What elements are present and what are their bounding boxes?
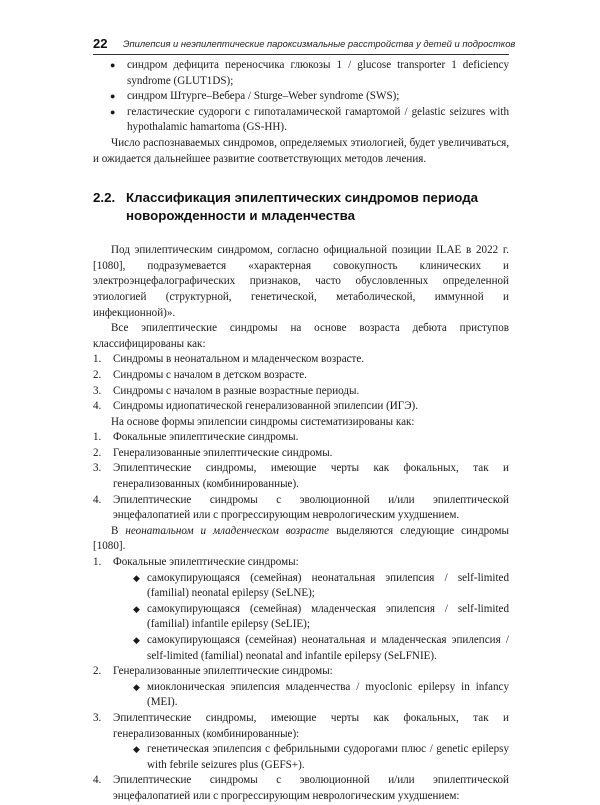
list-item: 1. Фокальные эпилептические синдромы. [93, 431, 299, 444]
bullet-icon: ● [110, 91, 116, 102]
sub-list [113, 742, 509, 773]
header-divider [93, 54, 509, 55]
list-item: 2. Генерализованные эпилептические синдромы: ◆ миоклоническая эпилепсия младенчества / myoclonic epilepsy in infancy (MEI). [93, 664, 509, 711]
list-item: ● геластические судороги с гипоталамической гамартомой / gelastic seizures with hypothalamic hamartoma (GS-HH). [110, 105, 509, 134]
age-classification-list [93, 352, 509, 414]
bullet-icon: ● [110, 106, 116, 117]
sub-list-item: ◆ самокупирующаяся (семейная) неонатальная эпилепсия / self-limited (familial) neonatal epilepsy (SeLNE); [133, 571, 509, 600]
sub-list-item: ◆ самокупирующаяся (семейная) неонатальная и младенческая эпилепсия / self-limited (familial) neonatal and infantile epilepsy (SeLFNIE). [133, 634, 509, 662]
bullet-icon: ◆ [133, 744, 140, 755]
bullet-icon: ◆ [133, 635, 140, 645]
intro-paragraph: Число распознаваемых синдромов, определяемых этиологией, будет увеличиваться, и ожидается дальнейшее развитие соответствующих методов лечения. [93, 136, 509, 165]
running-title: Эпилепсия и неэпилептические пароксизмальные расстройства у детей и подростков [123, 38, 516, 49]
etiology-syndrome-list [93, 58, 509, 136]
bullet-icon: ◆ [133, 572, 140, 583]
list-item: 3. Эпилептические синдромы, имеющие черты как фокальных, так и генерализованных (комбинированные): ◆ генетическая эпилепсия с фебрильными судорогами плюс / genetic epilepsy with febrile seizures plus (GEFS+). [93, 711, 509, 773]
sub-list-item: ◆ миоклоническая эпилепсия младенчества / myoclonic epilepsy in infancy (MEI). [133, 680, 509, 709]
bullet-icon: ● [110, 60, 116, 70]
list-item: 1. Фокальные эпилептические синдромы: ◆ самокупирующаяся (семейная) неонатальная эпилепсия / self-limited (familial) neonatal epilepsy (SeLNE); ◆ самокупирующаяся (семейная) младенческая эпилепсия / self-limited (familial) infantile epilepsy (SeLIE); ◆ самокупирующаяся (семейная) неонатальная и младенческая эпилепсия / self-limited (familial) neonatal and infantile epilepsy (SeLFNIE). [93, 555, 509, 664]
bullet-icon: ◆ [133, 681, 140, 692]
paragraph-form-classification: На основе формы эпилепсии синдромы систематизированы как: [111, 415, 415, 428]
list-item: 4. Эпилептические синдромы с эволюционной и/или эпилептической энцефалопатией или с прогрессирующим неврологическим ухудшением: [93, 774, 509, 802]
paragraph-definition: Под эпилептическим синдромом, согласно официальной позиции ILAE в 2022 г. [1080], подразумевается «характерная совокупность клинических и электроэнцефалографических признаков, часто обусловленных определенной этиологией (структурной, генетической, метаболической, иммунной и инфекционной)». [93, 244, 509, 319]
neonatal-syndrome-list [93, 555, 509, 805]
list-item: 3. Эпилептические синдромы, имеющие черты как фокальных, так и генерализованных (комбинированные). [93, 462, 509, 491]
sub-list [113, 680, 509, 711]
list-item: 3. Синдромы с началом в разные возрастные периоды. [93, 384, 360, 397]
form-classification-list [93, 430, 509, 524]
list-item: 2. Генерализованные эпилептические синдромы. [93, 446, 333, 459]
section-heading [93, 189, 509, 225]
list-item: ● синдром Штурге–Вебера / Sturge–Weber syndrome (SWS); [93, 89, 509, 105]
list-item: 4. Синдромы идиопатической генерализованной эпилепсии (ИГЭ). [93, 400, 419, 413]
list-item: ● синдром дефицита переносчика глюкозы 1 / glucose transporter 1 deficiency syndrome (GLUT1DS); [110, 59, 509, 87]
list-item: 1. Синдромы в неонатальном и младенческом возрасте. [93, 353, 365, 366]
sub-list [113, 571, 509, 665]
paragraph-age-classification: Все эпилептические синдромы на основе возраста дебюта приступов классифицированы как: [93, 322, 509, 350]
page-number: 22 [93, 36, 108, 51]
sub-list-item: ◆ самокупирующаяся (семейная) младенческая эпилепсия / self-limited (familial) infantile epilepsy (SeLIE); [133, 602, 509, 631]
sub-list-item: ◆ генетическая эпилепсия с фебрильными судорогами плюс / genetic epilepsy with febrile seizures plus (GEFS+). [133, 743, 509, 771]
list-item: 4. Эпилептические синдромы с эволюционной и/или эпилептической энцефалопатией или с прогрессирующим неврологическим ухудшением. [93, 493, 509, 522]
paragraph-neonatal-intro: В неонатальном и младенческом возрасте выделяются следующие синдромы [1080]. [93, 524, 509, 553]
bullet-icon: ◆ [133, 603, 140, 614]
running-header [93, 36, 516, 54]
list-item: 2. Синдромы с началом в детском возрасте. [93, 368, 307, 381]
section-title: Классификация эпилептических синдромов периода новорожденности и младенчества [126, 190, 479, 224]
section-number: 2.2. [93, 190, 116, 206]
page-body [93, 58, 509, 805]
